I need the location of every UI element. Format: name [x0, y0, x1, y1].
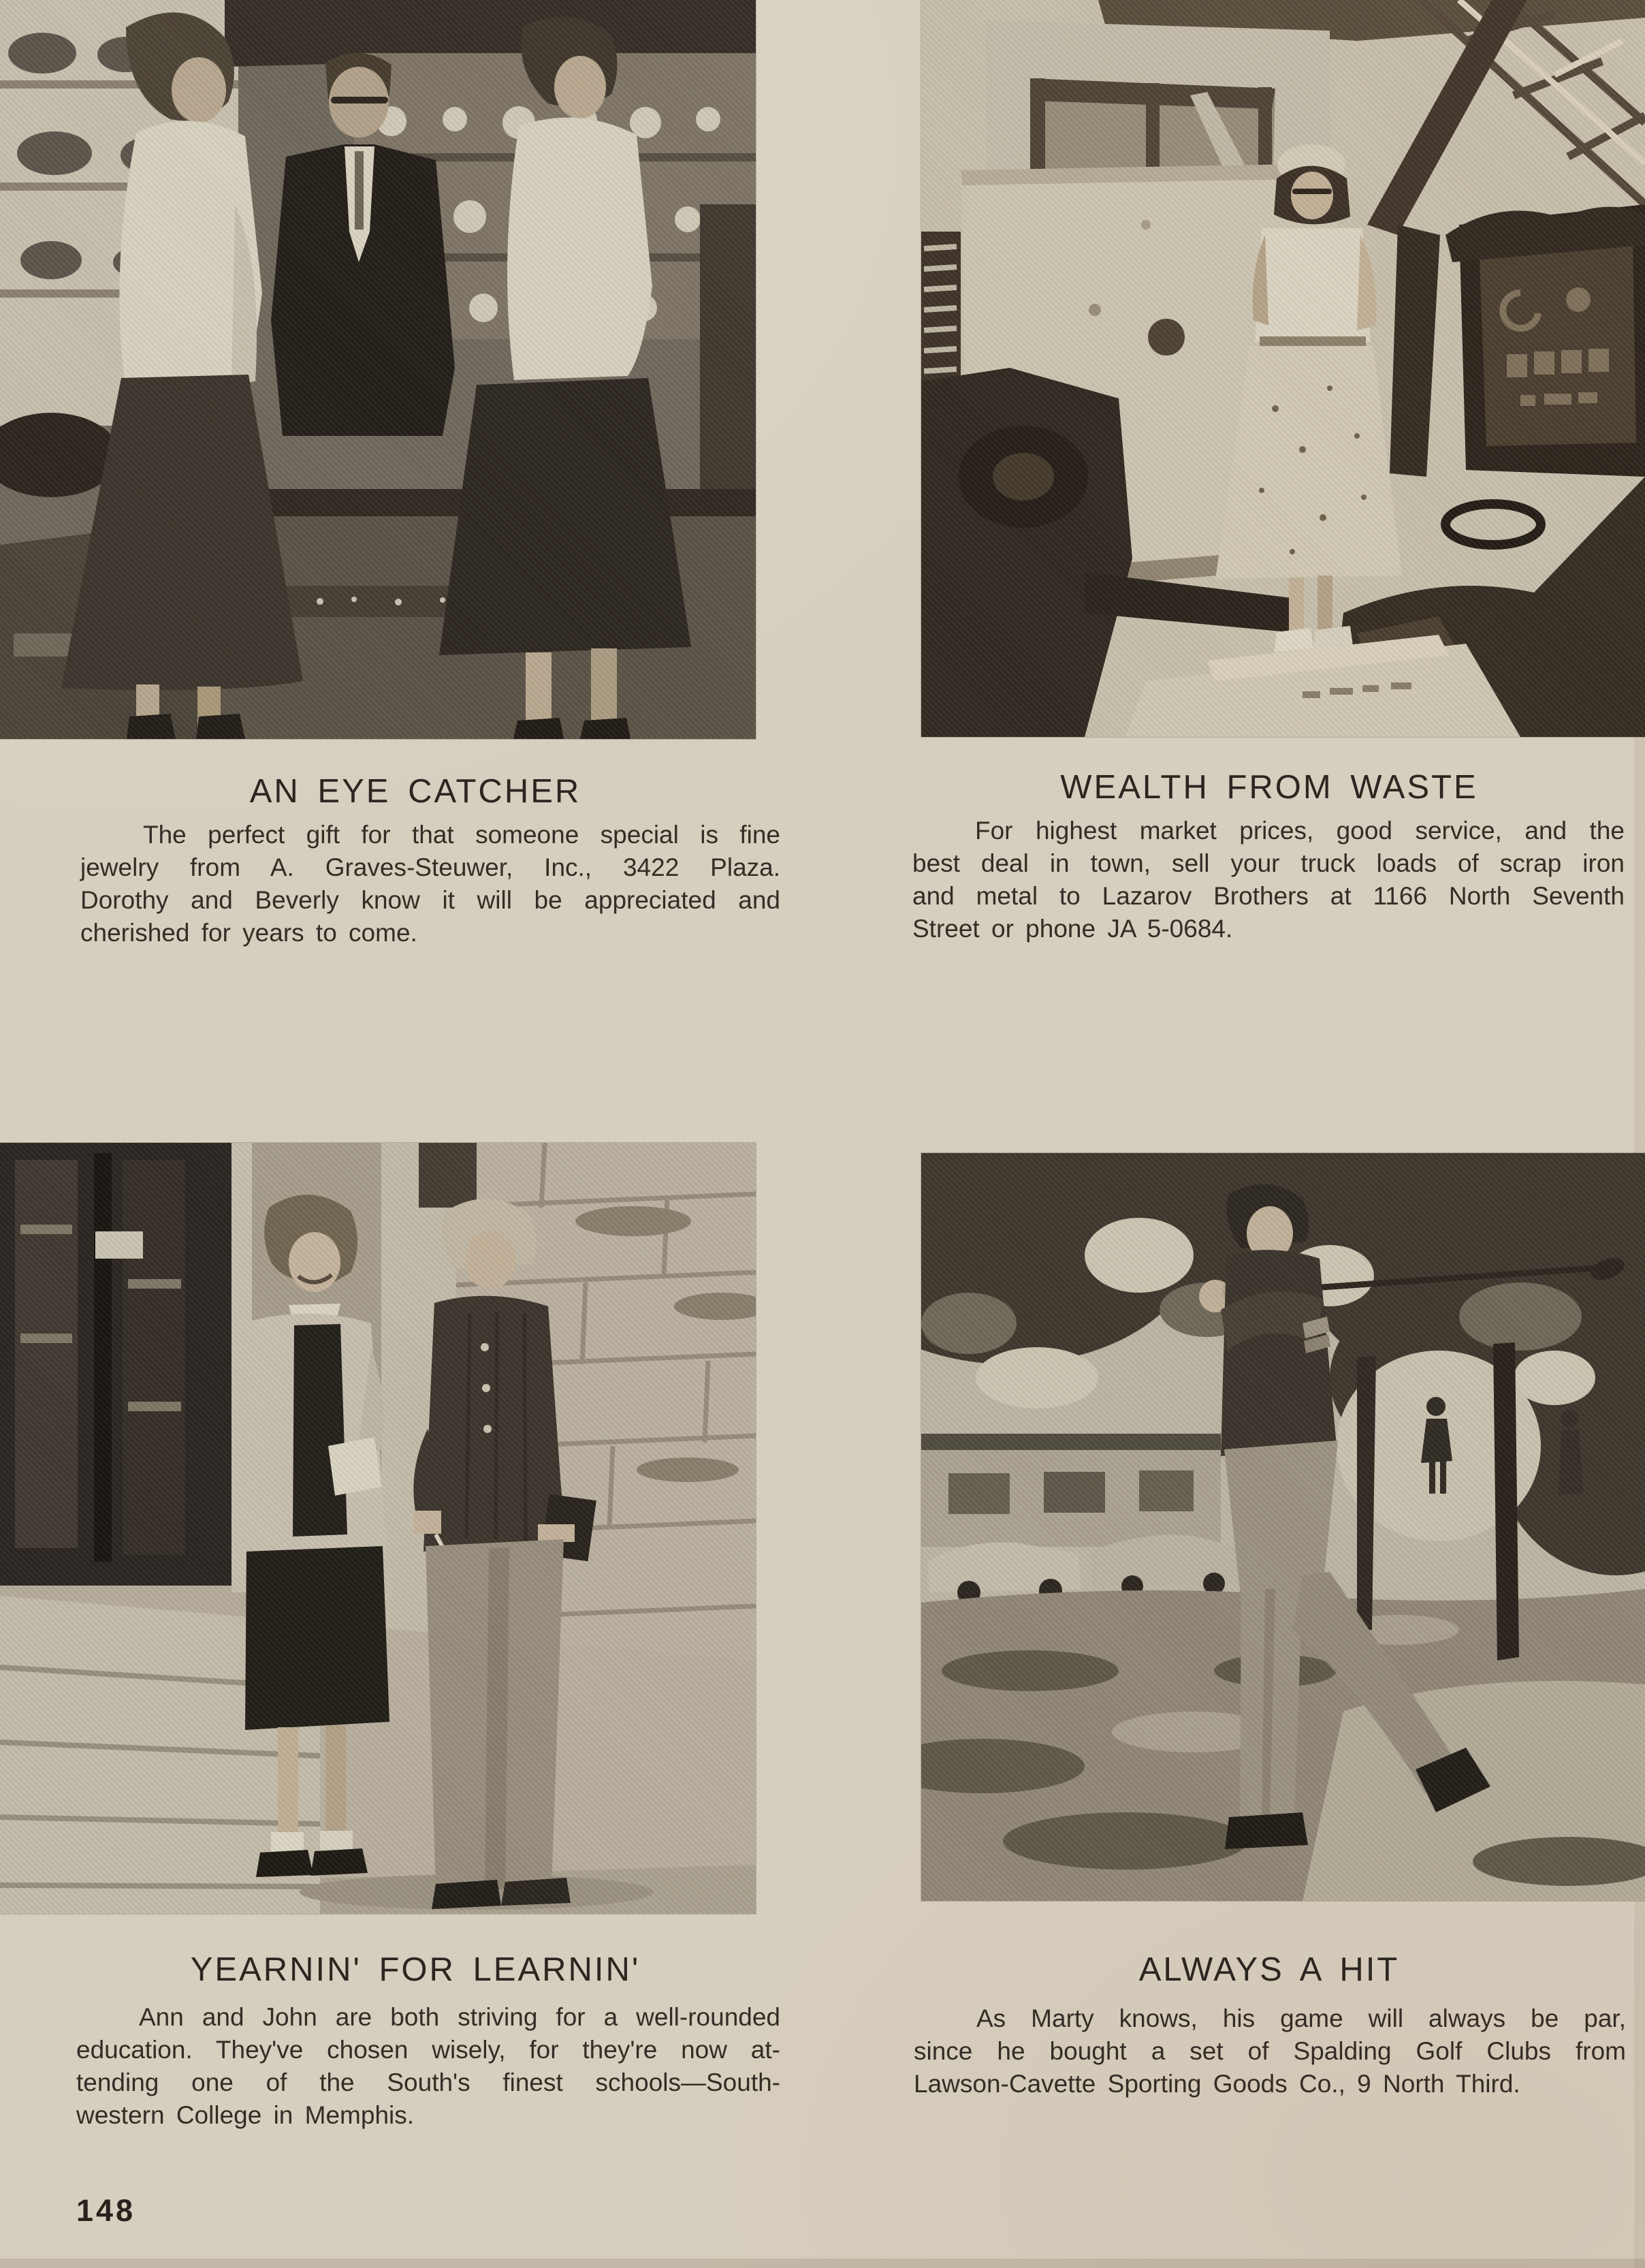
jewelry-store-photo-illustration — [0, 0, 756, 739]
caption — [76, 2001, 780, 2132]
section-heading: YEARNIN' FOR LEARNIN' — [190, 1951, 641, 1988]
scrap-yard-photo — [921, 0, 1645, 737]
caption-line: Dorothy and Beverly know it will be appreciated and — [80, 886, 780, 914]
campus-steps-photo-illustration — [0, 1143, 756, 1914]
caption-line: education. They've chosen wisely, for they're now at- — [76, 2036, 780, 2064]
caption-line: As Marty knows, his game will always be par, — [976, 2004, 1626, 2032]
caption-line: best deal in town, sell your truck loads of scrap iron — [912, 849, 1625, 877]
caption-line: For highest market prices, good service, and the — [975, 817, 1625, 845]
scrap-yard-photo-illustration — [921, 0, 1645, 737]
caption-line: jewelry from A. Graves-Steuwer, Inc., 3422 Plaza. — [80, 853, 780, 881]
golf-swing-photo-illustration — [921, 1153, 1645, 1901]
page-number: 148 — [76, 2193, 136, 2228]
section-heading: ALWAYS A HIT — [1138, 1951, 1400, 1988]
caption-line: western College in Memphis. — [76, 2101, 415, 2129]
caption-line: since he bought a set of Spalding Golf Clubs from — [914, 2037, 1626, 2065]
caption — [912, 815, 1625, 945]
caption — [80, 819, 780, 949]
caption-line: tending one of the South's finest schools—South- — [76, 2068, 780, 2096]
section-heading: WEALTH FROM WASTE — [1060, 769, 1478, 806]
section-heading: AN EYE CATCHER — [249, 773, 581, 810]
caption-line: and metal to Lazarov Brothers at 1166 North Seventh — [912, 882, 1625, 910]
caption-line: Street or phone JA 5-0684. — [912, 915, 1233, 943]
caption-line: Lawson-Cavette Sporting Goods Co., 9 North Third. — [914, 2070, 1520, 2098]
golf-swing-photo — [921, 1153, 1645, 1901]
caption-line: The perfect gift for that someone special is fine — [143, 821, 780, 849]
jewelry-store-photo — [0, 0, 756, 739]
campus-steps-photo — [0, 1143, 756, 1914]
caption-line: Ann and John are both striving for a well-rounded — [139, 2003, 780, 2031]
caption-line: cherished for years to come. — [80, 919, 417, 947]
caption — [914, 2002, 1626, 2100]
